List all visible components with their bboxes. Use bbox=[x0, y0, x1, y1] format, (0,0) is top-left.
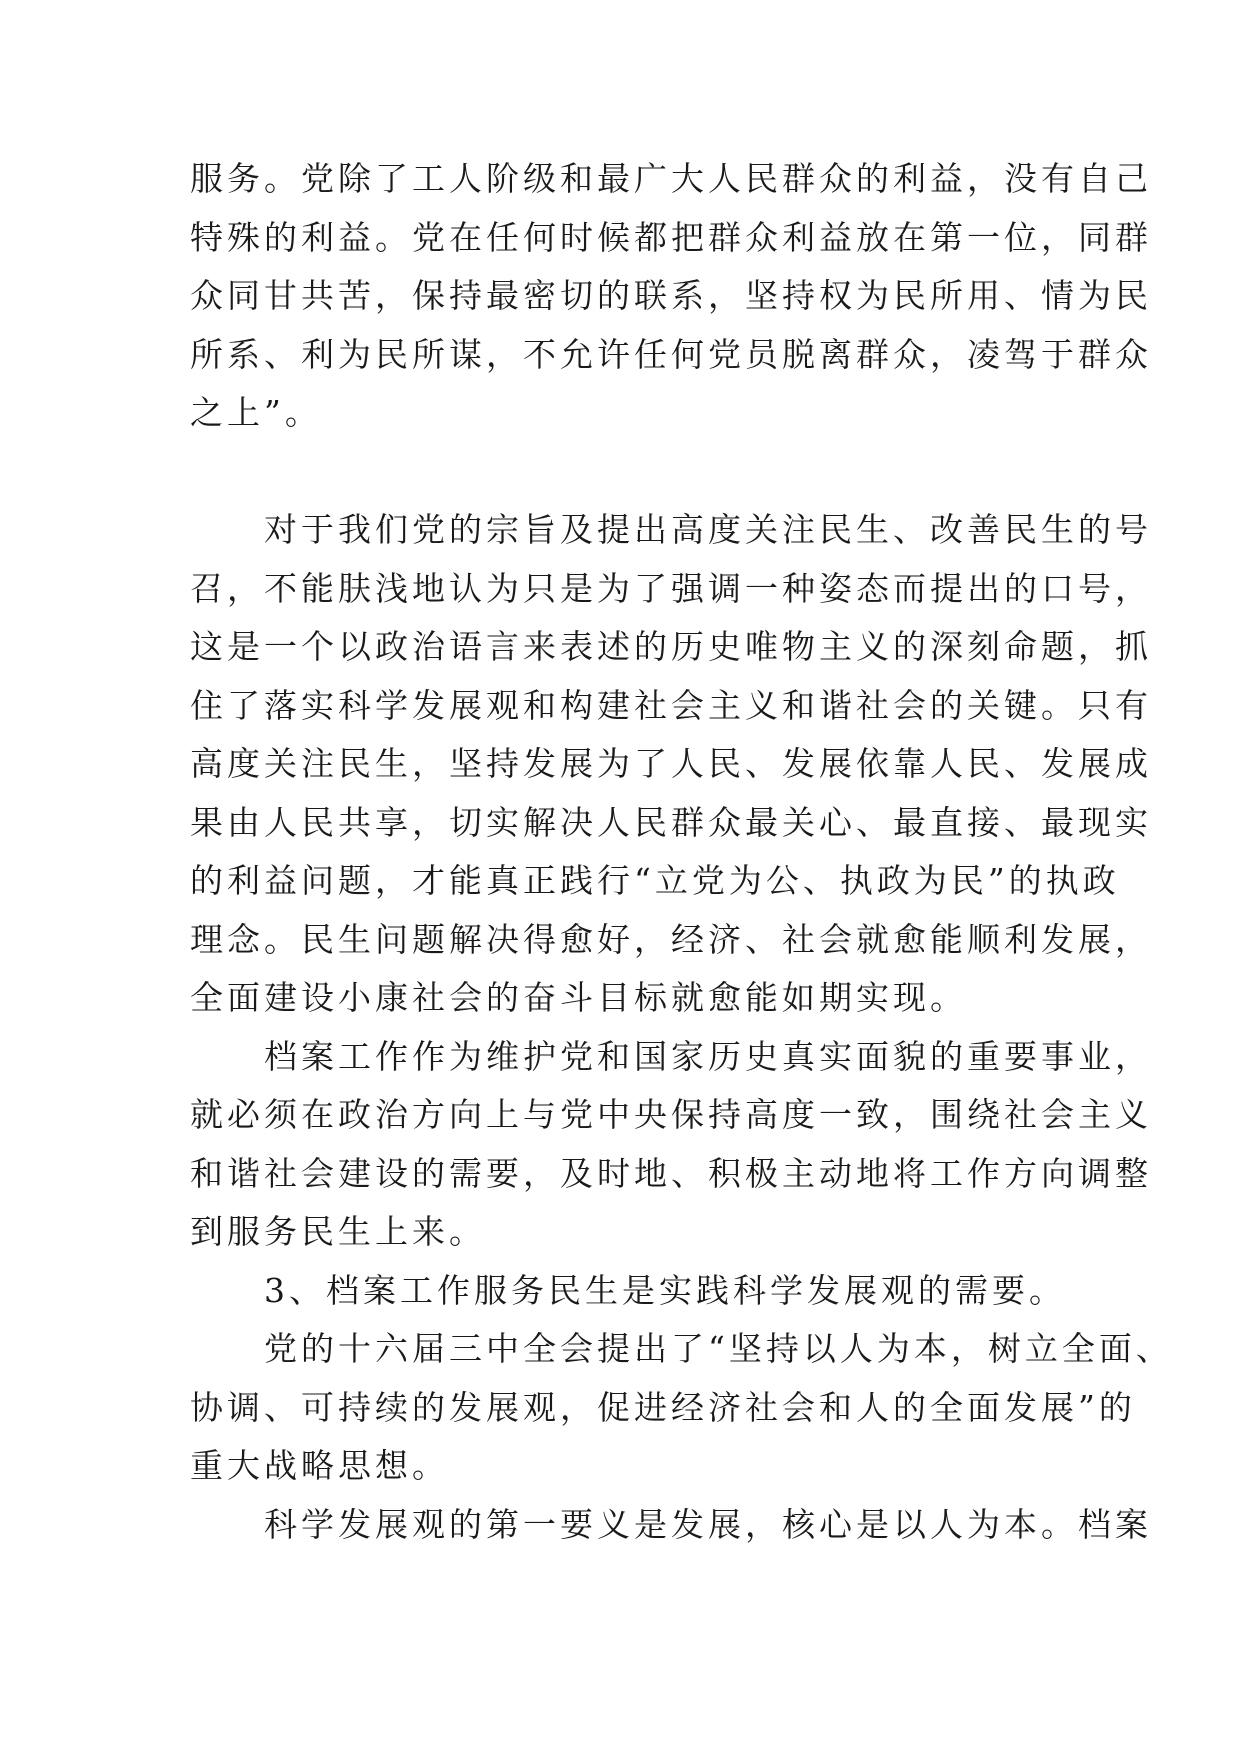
text-line: 重大战略思想。 bbox=[190, 1446, 449, 1485]
text-line: 档案工作作为维护党和国家历史真实面貌的重要事业， bbox=[190, 1036, 1152, 1076]
section-heading-3 bbox=[190, 1262, 1070, 1321]
text-line: 3、档案工作服务民生是实践科学发展观的需要。 bbox=[190, 1270, 1066, 1310]
text-line: 的利益问题，才能真正践行“立党为公、执政为民”的执政 bbox=[190, 861, 1120, 900]
text-line: 所系、利为民所谋，不允许任何党员脱离群众，凌驾于群众 bbox=[190, 334, 1152, 374]
paragraph-3 bbox=[190, 1028, 1152, 1262]
text-line: 和谐社会建设的需要，及时地、积极主动地将工作方向调整 bbox=[190, 1153, 1152, 1193]
text-line: 到服务民生上来。 bbox=[190, 1212, 486, 1251]
text-line: 召，不能肤浅地认为只是为了强调一种姿态而提出的口号， bbox=[190, 568, 1152, 608]
text-line: 住了落实科学发展观和构建社会主义和谐社会的关键。只有 bbox=[190, 685, 1152, 725]
body-text bbox=[190, 150, 1173, 1554]
paragraph-6 bbox=[190, 1496, 1152, 1555]
text-line: 党的十六届三中全会提出了“坚持以人为本，树立全面、 bbox=[190, 1329, 1173, 1368]
text-line: 众同甘共苦，保持最密切的联系，坚持权为民所用、情为民 bbox=[190, 276, 1152, 315]
text-line: 理念。民生问题解决得愈好，经济、社会就愈能顺利发展， bbox=[190, 919, 1152, 959]
text-line: 果由人民共享，切实解决人民群众最关心、最直接、最现实 bbox=[190, 802, 1152, 842]
text-line: 科学发展观的第一要义是发展，核心是以人为本。档案 bbox=[190, 1504, 1152, 1544]
text-line: 就必须在政治方向上与党中央保持高度一致，围绕社会主义 bbox=[190, 1095, 1152, 1134]
text-line: 协调、可持续的发展观，促进经济社会和人的全面发展”的 bbox=[190, 1387, 1136, 1427]
paragraph-spacer bbox=[190, 443, 1070, 502]
paragraph-2 bbox=[190, 501, 1152, 1028]
text-line: 服务。党除了工人阶级和最广大人民群众的利益，没有自己 bbox=[190, 159, 1152, 198]
text-line: 高度关注民生，坚持发展为了人民、发展依靠人民、发展成 bbox=[190, 744, 1152, 783]
text-line: 这是一个以政治语言来表述的历史唯物主义的深刻命题，抓 bbox=[190, 627, 1152, 666]
text-line: 全面建设小康社会的奋斗目标就愈能如期实现。 bbox=[190, 978, 967, 1017]
text-line: 对于我们党的宗旨及提出高度关注民生、改善民生的号 bbox=[190, 510, 1152, 549]
paragraph-5 bbox=[190, 1320, 1173, 1496]
paragraph-1 bbox=[190, 150, 1152, 443]
text-line: 之上”。 bbox=[190, 393, 322, 432]
text-line: 特殊的利益。党在任何时候都把群众利益放在第一位，同群 bbox=[190, 217, 1152, 257]
